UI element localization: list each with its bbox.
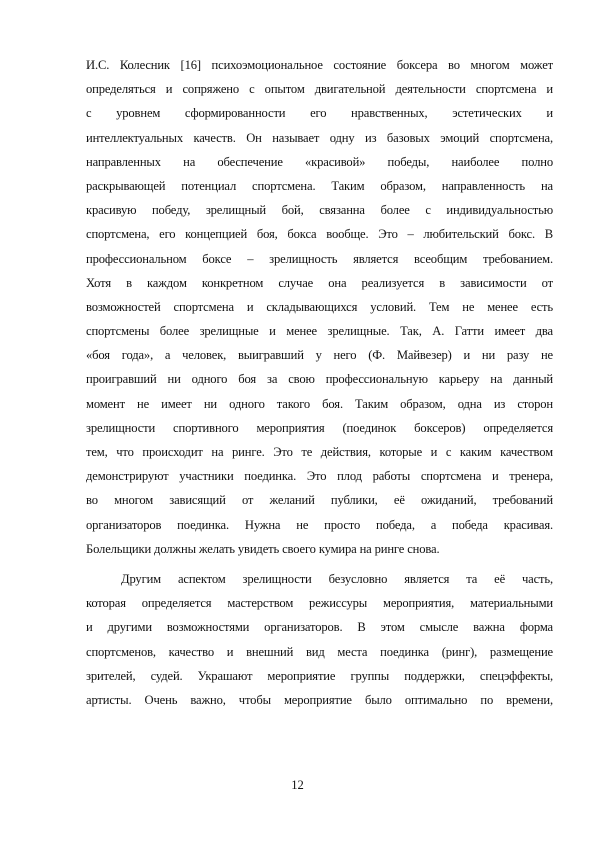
paragraph-1 [86, 53, 553, 561]
text-line: И.С. Колесник [16] психоэмоциональное состояние боксера во многом может [86, 58, 553, 72]
text-line: артисты. Очень важно, чтобы мероприятие было оптимально по времени, [86, 692, 553, 707]
text-line: Другим аспектом зрелищности безусловно является та её часть, [121, 571, 553, 586]
paragraph-2 [86, 567, 553, 712]
text-line: с уровнем сформированности его нравственных, эстетических и [86, 106, 553, 121]
text-line: во многом зависящий от желаний публики, её ожиданий, требований [86, 493, 553, 508]
text-line: момент не имеет ни одного такого боя. Таким образом, одна из сторон [86, 396, 553, 411]
text-line: зрелищности спортивного мероприятия (поединок боксеров) определяется [86, 420, 553, 435]
text-line: спортсмена, его концепцией боя, бокса вообще. Это – любительский бокс. В [86, 227, 553, 242]
text-line: организаторов поединка. Нужна не просто победа, а победа красивая. [86, 517, 553, 532]
text-line: зрителей, судей. Украшают мероприятие группы поддержки, спецэффекты, [86, 668, 553, 683]
text-line: направленных на обеспечение «красивой» победы, наиболее полно [86, 154, 553, 169]
text-line: определяться и сопряжено с опытом двигательной деятельности спортсмена и [86, 82, 553, 97]
page-number: 12 [291, 778, 304, 792]
document-body [86, 53, 553, 712]
text-line: «боя года», а человек, выигравший у него (Ф. Майвезер) и ни разу не [86, 348, 553, 363]
text-line: профессиональном боксе – зрелищность является всеобщим требованием. [86, 251, 553, 266]
text-line: интеллектуальных качеств. Он называет одну из базовых эмоций спортсмена, [86, 130, 553, 145]
text-line: Хотя в каждом конкретном случае она реализуется в зависимости от [86, 275, 553, 290]
text-line: красивую победу, зрелищный бой, связанна более с индивидуальностью [86, 203, 553, 218]
text-line: которая определяется мастерством режиссуры мероприятия, материальными [86, 596, 553, 611]
text-line: и другими возможностями организаторов. В этом смысле важна форма [86, 620, 553, 635]
text-line: проигравший ни одного боя за свою профессиональную карьеру на данный [86, 372, 553, 387]
text-line: возможностей спортсмена и складывающихся условий. Тем не менее есть [86, 299, 553, 314]
text-line: спортсменов, качество и внешний вид места поединка (ринг), размещение [86, 644, 553, 659]
text-line: тем, что происходит на ринге. Это те действия, которые и с каким качеством [86, 445, 553, 459]
text-line: спортсмены более зрелищные и менее зрелищные. Так, А. Гатти имеет два [86, 324, 553, 339]
text-line: демонстрируют участники поединка. Это плод работы спортсмена и тренера, [86, 469, 553, 484]
text-line: раскрывающей потенциал спортсмена. Таким образом, направленность на [86, 178, 553, 193]
text-line: Болельщики должны желать увидеть своего кумира на ринге снова. [86, 541, 440, 556]
